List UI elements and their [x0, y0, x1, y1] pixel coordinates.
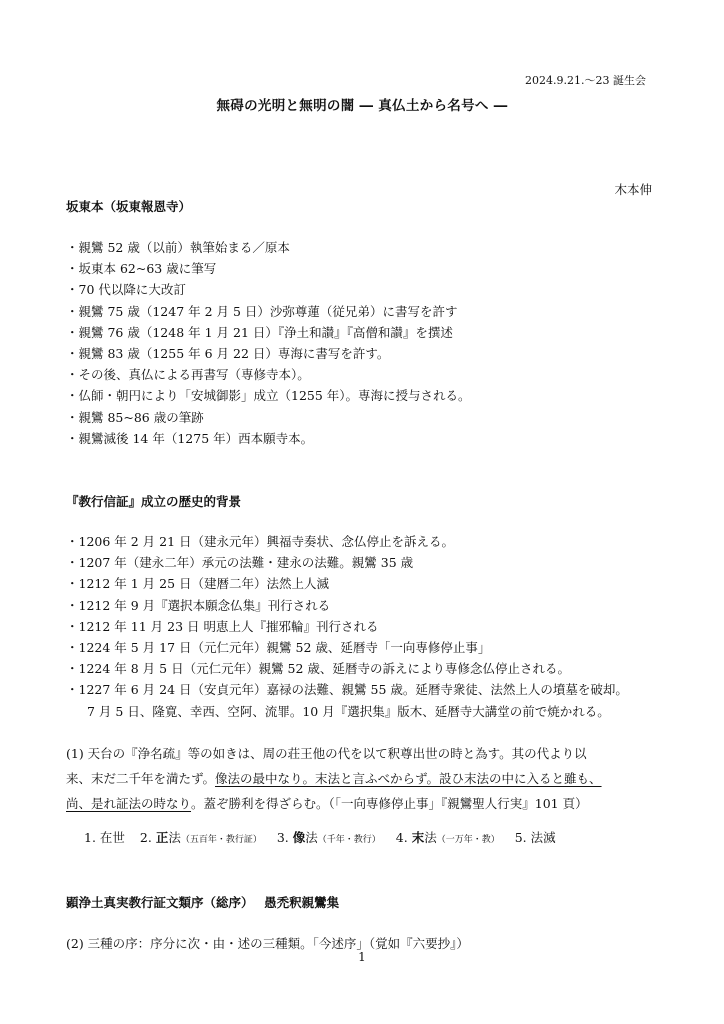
bando-list	[66, 237, 471, 449]
page-title: 無碍の光明と無明の闇 ― 真仏土から名号へ ―	[216, 98, 508, 114]
list-item: ・1212 年 1 月 25 日（建暦二年）法然上人滅	[66, 576, 330, 592]
list-item: ・70 代以降に大改訂	[66, 282, 186, 298]
list-item-continuation: 7 月 5 日、隆寛、幸西、空阿、流罪。10 月『選択集』版木、延暦寺大講堂の前で焼かれる。	[87, 703, 610, 719]
section-heading-bando: 坂東本（坂東報恩寺）	[66, 199, 192, 214]
quote-line-3	[66, 791, 666, 816]
list-item: ・親鸞 76 歳（1248 年 1 月 21 日）『浄土和讃』『高僧和讃』を撰述	[66, 324, 453, 340]
stage-item: 5. 法滅	[514, 830, 556, 845]
page-number: 1	[358, 950, 366, 964]
history-list	[66, 531, 628, 722]
list-item: ・親鸞 75 歳（1247 年 2 月 5 日）沙弥尊蓮（従兄弟）に書写を許す	[66, 303, 458, 319]
stage-item: 3. 像法（千年・教行）	[276, 830, 381, 845]
quote-line-1: (1) 天台の『浄名疏』等の如きは、周の荘王他の代を以て釈尊出世の時と為す。其の代より以	[66, 746, 587, 761]
list-item: ・親鸞 85~86 歳の筆跡	[66, 409, 204, 425]
list-item: ・1227 年 6 月 24 日（安貞元年）嘉禄の法難、親鸞 55 歳。延暦寺衆徒、法然上人の墳墓を破却。	[66, 682, 628, 698]
stage-item: 1. 在世	[84, 830, 125, 845]
dharma-stages	[84, 828, 567, 846]
stage-item: 4. 末法（一万年・教）	[395, 830, 500, 845]
stage-item: 2. 正法（五百年・教行証）	[139, 830, 262, 845]
section-heading-background: 『教行信証』成立の歴史的背景	[66, 494, 242, 509]
quote-text: 来、末だ二千年を満たず。	[66, 771, 216, 786]
list-item: ・親鸞滅後 14 年（1275 年）西本願寺本。	[66, 430, 314, 446]
list-item: ・1224 年 8 月 5 日（元仁元年）親鸞 52 歳、延暦寺の訴えにより専修念仏停止される。	[66, 661, 570, 677]
list-item: ・親鸞 83 歳（1255 年 6 月 22 日）専海に書写を許す。	[66, 345, 390, 361]
quote-underlined-text: 尚、是れ証法の時なり	[66, 796, 192, 811]
quote-block	[66, 741, 666, 816]
list-item: ・1224 年 5 月 17 日（元仁元年）親鸞 52 歳、延暦寺「一向専修停止事」	[66, 639, 491, 655]
quote-text: 。蓋ぞ勝利を得ざらむ。（「一向専修停止事」『親鸞聖人行実』101 頁）	[191, 796, 588, 811]
quote-line-2	[66, 766, 666, 791]
list-item: ・1207 年（建永二年）承元の法難・建永の法難。親鸞 35 歳	[66, 555, 414, 571]
list-item: ・親鸞 52 歳（以前）執筆始まる／原本	[66, 240, 290, 255]
section-heading-preface: 顕浄土真実教行証文類序（総序） 愚禿釈親鸞集	[66, 895, 340, 910]
list-item: ・1212 年 9 月『選択本願念仏集』刊行される	[66, 597, 331, 613]
list-item: ・坂東本 62~63 歳に筆写	[66, 261, 217, 277]
list-item: ・1206 年 2 月 21 日（建永元年）興福寺奏状、念仏停止を訴える。	[66, 534, 455, 549]
list-item: ・1212 年 11 月 23 日 明恵上人『摧邪輪』刊行される	[66, 618, 379, 634]
preface-note: (2) 三種の序：序分に次・由・述の三種類。「今述序」（覚如『六要抄』）	[66, 936, 469, 951]
quote-underlined-text: 像法の最中なり。末法と言ふべからず。設ひ末法の中に入ると雖も、	[215, 771, 602, 786]
list-item: ・仏師・朝円により「安城御影」成立（1255 年）。専海に授与される。	[66, 388, 471, 404]
event-date: 2024.9.21.～23 誕生会	[525, 74, 646, 87]
author-name: 木本伸	[614, 182, 652, 197]
list-item: ・その後、真仏による再書写（専修寺本）。	[66, 367, 310, 383]
